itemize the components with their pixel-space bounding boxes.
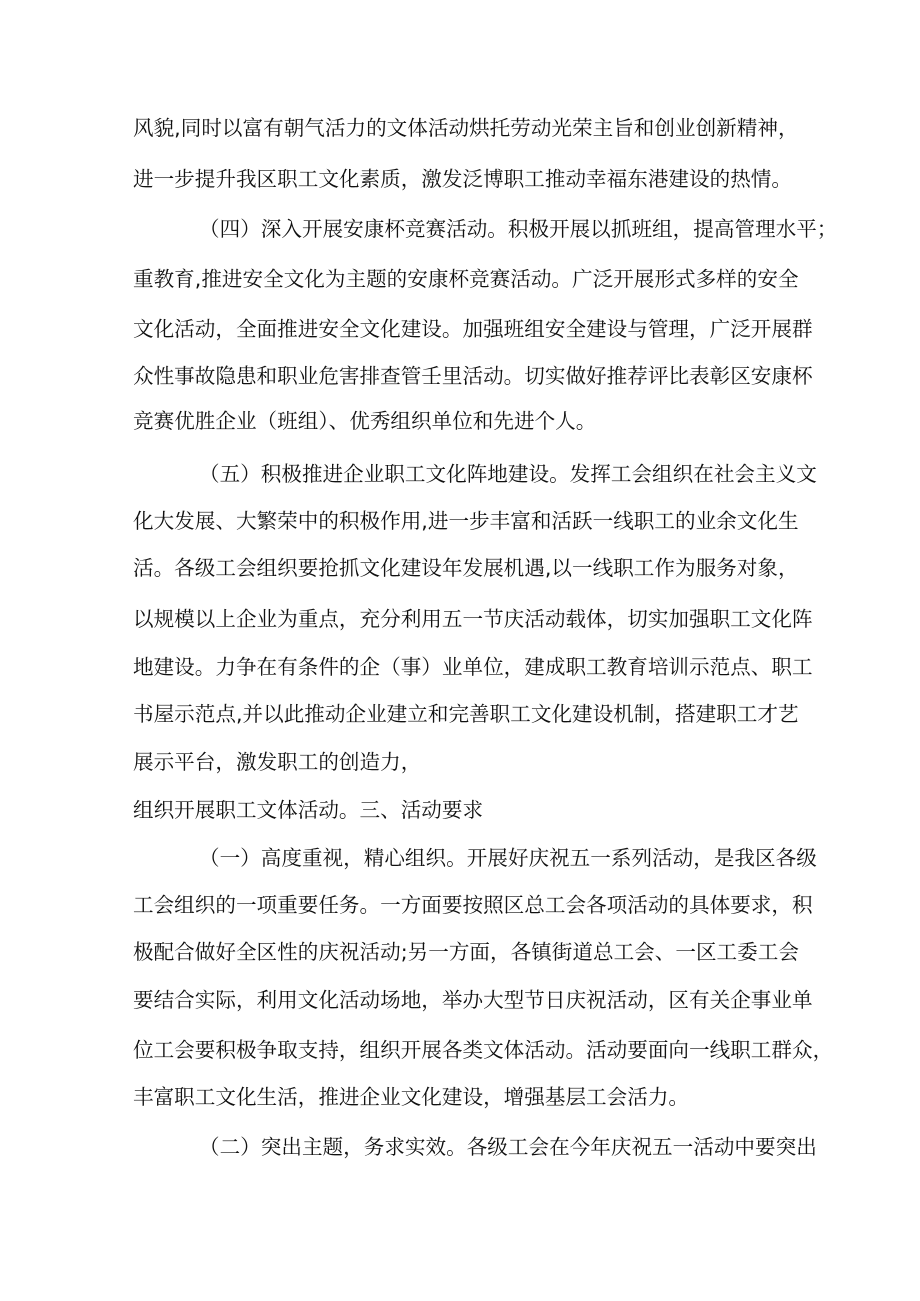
text-line-22: （二）突出主题，务求实效。各级工会在今年庆祝五一活动中要突出 bbox=[199, 1135, 817, 1159]
text-line-17: 工会组织的一项重要任务。一方面要按照区总工会各项活动的具体要求，积 bbox=[133, 893, 813, 917]
text-line-13: 书屋示范点,并以此推动企业建立和完善职工文化建设机制，搭建职工才艺 bbox=[133, 702, 799, 726]
text-line-3: （四）深入开展安康杯竞赛活动。积极开展以抓班组，提高管理水平； bbox=[199, 217, 838, 241]
text-line-9: 化大发展、大繁荣中的积极作用,进一步丰富和活跃一线职工的业余文化生 bbox=[133, 509, 799, 533]
text-line-10: 活。各级工会组织要抢抓文化建设年发展机遇,以一线职工作为服务对象， bbox=[133, 556, 799, 580]
text-line-5: 文化活动，全面推进安全文化建设。加强班组安全建设与管理，广泛开展群 bbox=[133, 317, 813, 341]
text-line-11: 以规模以上企业为重点，充分利用五一节庆活动载体，切实加强职工文化阵 bbox=[133, 607, 813, 631]
text-line-21: 丰富职工文化生活，推进企业文化建设，增强基层工会活力。 bbox=[133, 1085, 690, 1109]
text-line-18: 极配合做好全区性的庆祝活动;另一方面，各镇街道总工会、一区工委工会 bbox=[133, 940, 799, 964]
text-line-4: 重教育,推进安全文化为主题的安康杯竞赛活动。广泛开展形式多样的安全 bbox=[133, 267, 799, 291]
text-line-19: 要结合实际，利用文化活动场地，举办大型节日庆祝活动，区有关企事业单 bbox=[133, 988, 813, 1012]
text-line-6: 众性事故隐患和职业危害排查管壬里活动。切实做好推荐评比表彰区安康杯 bbox=[133, 364, 813, 388]
text-line-8: （五）积极推进企业职工文化阵地建设。发挥工会组织在社会主义文 bbox=[199, 462, 817, 486]
text-line-14: 展示平台，激发职工的创造力， bbox=[133, 750, 422, 774]
text-line-12: 地建设。力争在有条件的企（事）业单位，建成职工教育培训示范点、职工 bbox=[133, 655, 813, 679]
text-line-7: 竞赛优胜企业（班组）、优秀组织单位和先进个人。 bbox=[133, 409, 597, 433]
text-line-20: 位工会要积极争取支持，组织开展各类文体活动。活动要面向一线职工群众， bbox=[133, 1038, 834, 1062]
text-line-15: 组织开展职工文体活动。三、活动要求 bbox=[133, 798, 484, 822]
text-line-16: （一）高度重视，精心组织。开展好庆祝五一系列活动，是我区各级 bbox=[199, 846, 817, 870]
text-line-1: 风貌,同时以富有朝气活力的文体活动烘托劳动光荣主旨和创业创新精神， bbox=[133, 116, 799, 140]
text-line-2: 进一步提升我区职工文化素质，激发泛博职工推动幸福东港建设的热情。 bbox=[133, 167, 792, 191]
